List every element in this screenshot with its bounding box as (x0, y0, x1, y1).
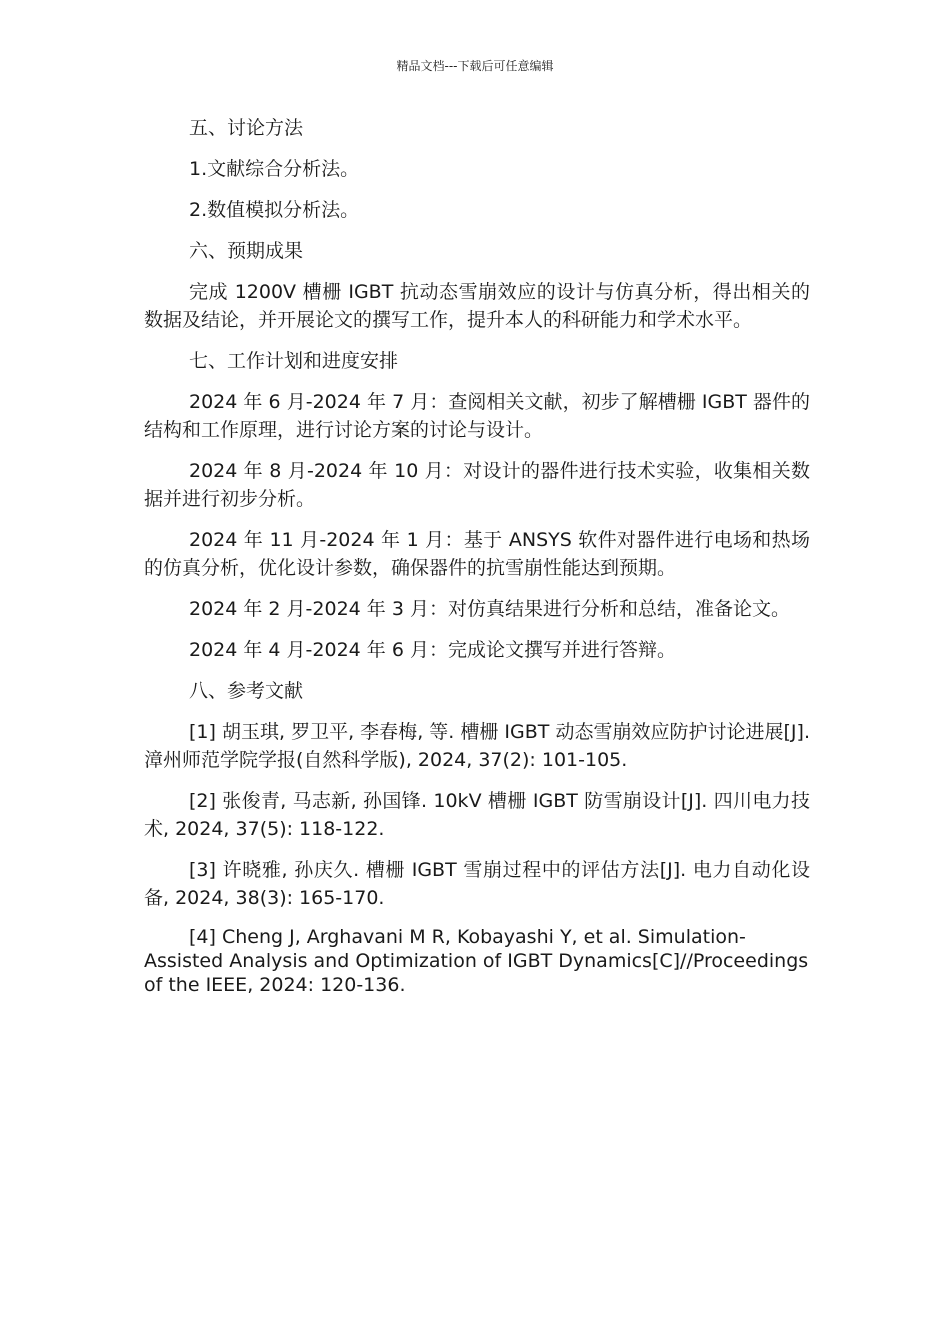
section-heading-references: 八、参考文献 (189, 680, 304, 702)
page-header: 精品文档---下载后可任意编辑 (396, 59, 554, 73)
schedule-item: 2024 年 6 月-2024 年 7 月：查阅相关文献，初步了解槽栅 IGBT 器件的结构和工作原理，进行讨论方案的讨论与设计。 (144, 391, 810, 441)
section-heading-work-plan: 七、工作计划和进度安排 (189, 350, 399, 372)
schedule-item: 2024 年 8 月-2024 年 10 月：对设计的器件进行技术实验，收集相关数据并进行初步分析。 (144, 460, 810, 510)
reference-item: [2] 张俊青, 马志新, 孙国锋. 10kV 槽栅 IGBT 防雪崩设计[J]. 四川电力技术, 2024, 37(5): 118-122. (144, 790, 810, 840)
schedule-item: 2024 年 4 月-2024 年 6 月：完成论文撰写并进行答辩。 (189, 639, 676, 661)
schedule-item: 2024 年 11 月-2024 年 1 月：基于 ANSYS 软件对器件进行电场和热场的仿真分析，优化设计参数，确保器件的抗雪崩性能达到预期。 (144, 529, 810, 579)
method-item-2: 2.数值模拟分析法。 (189, 199, 360, 221)
reference-item: [3] 许晓雅, 孙庆久. 槽栅 IGBT 雪崩过程中的评估方法[J]. 电力自动化设备, 2024, 38(3): 165-170. (144, 859, 810, 909)
reference-item: [1] 胡玉琪, 罗卫平, 李春梅, 等. 槽栅 IGBT 动态雪崩效应防护讨论进展[J]. 漳州师范学院学报(自然科学版), 2024, 37(2): 101-105. (144, 721, 810, 771)
section-heading-discussion-methods: 五、讨论方法 (189, 117, 304, 139)
document-body (144, 114, 810, 1010)
reference-item: [4] Cheng J, Arghavani M R, Kobayashi Y, et al. Simulation-Assisted Analysis and Optimization of IGBT Dynamics[C]//Proceedings of the IEEE, 2024: 120-136. (144, 926, 809, 996)
expected-results-text: 完成 1200V 槽栅 IGBT 抗动态雪崩效应的设计与仿真分析，得出相关的数据及结论，并开展论文的撰写工作，提升本人的科研能力和学术水平。 (144, 281, 810, 331)
method-item-1: 1.文献综合分析法。 (189, 158, 360, 180)
schedule-item: 2024 年 2 月-2024 年 3 月：对仿真结果进行分析和总结，准备论文。 (189, 598, 790, 620)
section-heading-expected-results: 六、预期成果 (189, 240, 304, 262)
